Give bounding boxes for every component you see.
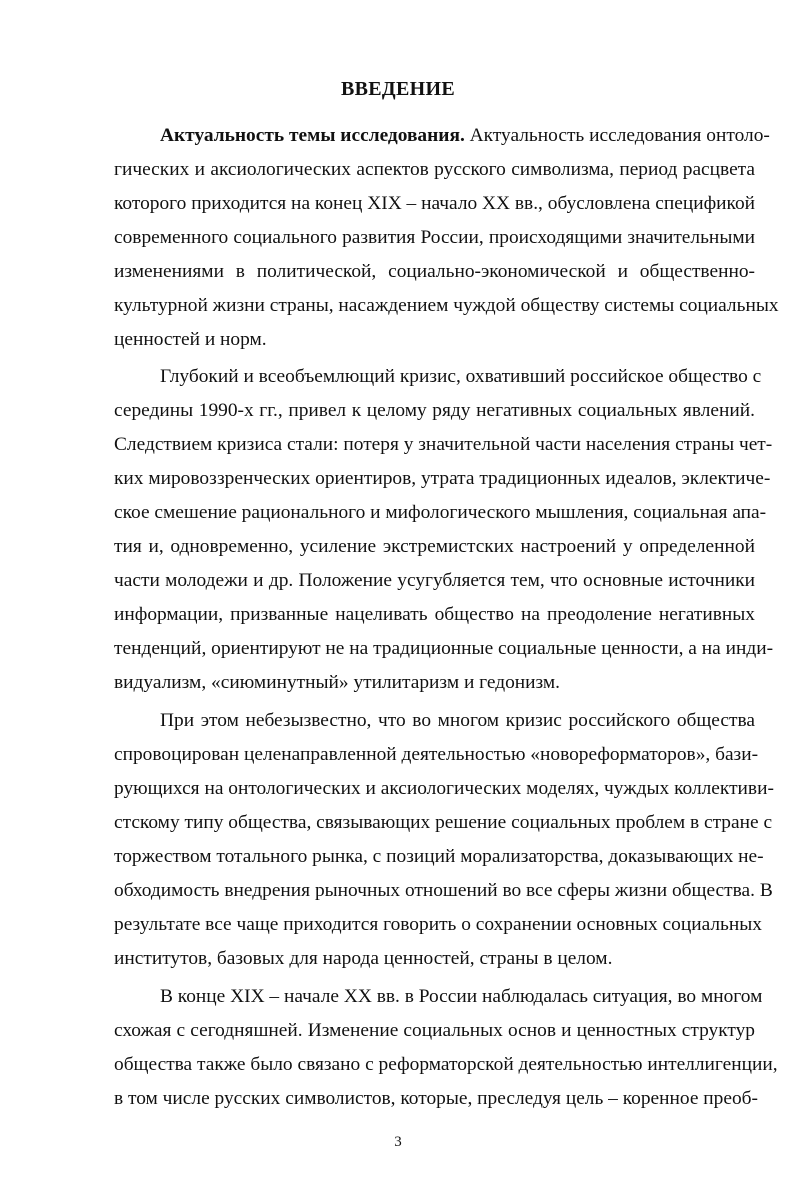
text-line: изменениями в политической, социально-экономической и общественно- (114, 261, 755, 282)
text-line (160, 121, 770, 151)
text-line: тенденций, ориентируют не на традиционные социальные ценности, а на инди- (114, 638, 774, 659)
text-line: середины 1990-х гг., привел к целому ряду негативных социальных явлений. (114, 400, 755, 421)
text-line: ское смешение рационального и мифологического мышления, социальная апа- (114, 502, 767, 523)
text-line: которого приходится на конец XIX – начало XX вв., обусловлена спецификой (114, 193, 756, 214)
text-line: части молодежи и др. Положение усугубляется тем, что основные источники (114, 570, 755, 591)
text-line: современного социального развития России, происходящими значительными (114, 227, 755, 248)
text-line: стскому типу общества, связывающих решение социальных проблем в стране с (114, 812, 773, 833)
text-line: спровоцирован целенаправленной деятельностью «новореформаторов», бази- (114, 744, 759, 765)
text-line: При этом небезызвестно, что во многом кризис российского общества (160, 710, 755, 731)
text-line: информации, призванные нацеливать общество на преодоление негативных (114, 604, 755, 625)
text-line: обходимость внедрения рыночных отношений во все сферы жизни общества. В (114, 880, 773, 901)
text-line: институтов, базовых для народа ценностей, страны в целом. (114, 948, 613, 969)
lead-heading: Актуальность темы исследования. (160, 125, 465, 146)
text-line: рующихся на онтологических и аксиологических моделях, чуждых коллективи- (114, 778, 774, 799)
text-line: гических и аксиологических аспектов русского символизма, период расцвета (114, 159, 755, 180)
text-line: культурной жизни страны, насаждением чуждой обществу системы социальных (114, 295, 779, 316)
text-line-content: Актуальность исследования онтоло- (469, 125, 770, 146)
text-line: тия и, одновременно, усиление экстремистских настроений у определенной (114, 536, 755, 557)
page-number: 3 (394, 1134, 402, 1150)
text-line: общества также было связано с реформаторской деятельностью интеллигенции, (114, 1054, 778, 1075)
page-title: ВВЕДЕНИЕ (341, 78, 455, 100)
text-line: Следствием кризиса стали: потеря у значительной части населения страны чет- (114, 434, 773, 455)
text-line: в том числе русских символистов, которые, преследуя цель – коренное преоб- (114, 1088, 758, 1109)
text-line: видуализм, «сиюминутный» утилитаризм и гедонизм. (114, 672, 561, 693)
text-line: В конце XIX – начале XX вв. в России наблюдалась ситуация, во многом (160, 986, 763, 1007)
text-line: торжеством тотального рынка, с позиций морализаторства, доказывающих не- (114, 846, 764, 867)
text-line: ценностей и норм. (114, 329, 267, 350)
text-line: схожая с сегодняшней. Изменение социальных основ и ценностных структур (114, 1020, 755, 1041)
text-line: результате все чаще приходится говорить о сохранении основных социальных (114, 914, 762, 935)
text-line: ких мировоззренческих ориентиров, утрата традиционных идеалов, эклектиче- (114, 468, 771, 489)
text-line: Глубокий и всеобъемлющий кризис, охвативший российское общество с (160, 366, 762, 387)
